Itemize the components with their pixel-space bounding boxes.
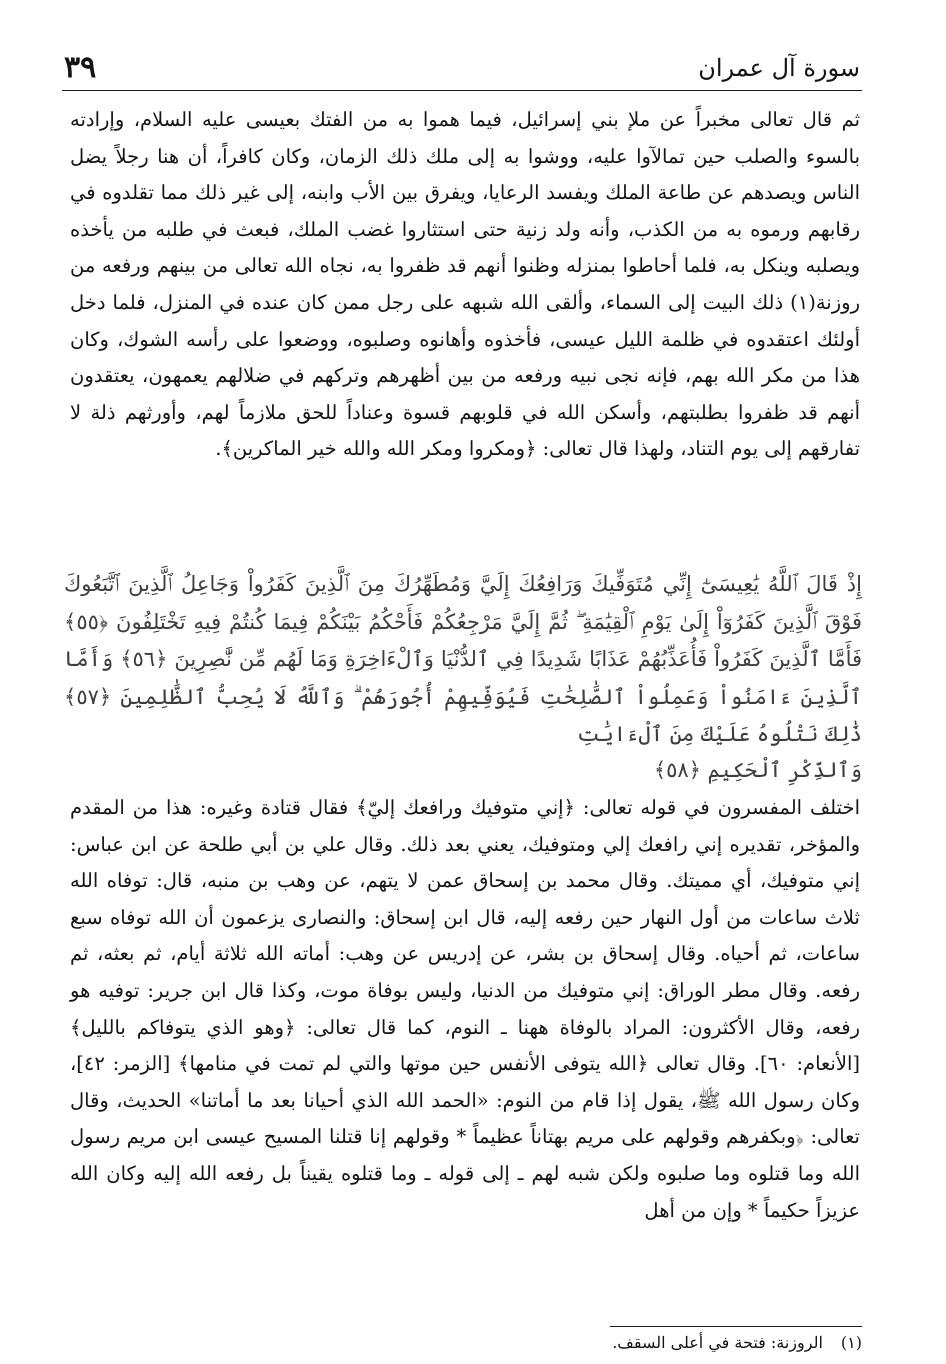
footnote <box>612 1333 862 1352</box>
surah-title: سورة آل عمران <box>698 54 860 82</box>
quran-verse-block: إِذْ قَالَ ٱللَّهُ يَٰعِيسَىٰٓ إِنِّي مُتَوَفِّيكَ وَرَافِعُكَ إِلَيَّ وَمُطَهِّرُكَ مِنَ ٱلَّذِينَ كَفَرُواْ وَجَاعِلُ ٱلَّذِينَ ٱتَّبَعُوكَ فَوْقَ ٱلَّذِينَ كَفَرُوٓاْ إِلَىٰ يَوْمِ ٱلْقِيَٰمَةِ ۖ ثُمَّ إِلَيَّ مَرْجِعُكُمْ فَأَحْكُمُ بَيْنَكُمْ فِيمَا كُنتُمْ فِيهِ تَخْتَلِفُونَ ﴿٥٥﴾ فَأَمَّا ٱلَّذِينَ كَفَرُواْ فَأُعَذِّبُهُمْ عَذَابًا شَدِيدًا فِي ٱلدُّنْيَا وَٱلْءَاخِرَةِ وَمَا لَهُم مِّن نَّٰصِرِينَ ﴿٥٦﴾ وَأَمَّا ٱلَّذِينَ ءَامَنُواْ وَعَمِلُواْ ٱلصَّٰلِحَٰتِ فَيُوَفِّيهِمْ أُجُورَهُمْ ۗ وَٱللَّهُ لَا يُحِبُّ ٱلظَّٰلِمِينَ ﴿٥٧﴾ ذَٰلِكَ نَتْلُوهُ عَلَيْكَ مِنَ ٱلْءَايَٰتِ <box>64 572 863 746</box>
page-number: ٣٩ <box>64 50 97 85</box>
page-header <box>60 48 860 88</box>
footnote-divider <box>610 1326 862 1327</box>
header-divider <box>62 90 862 91</box>
commentary-paragraph: اختلف المفسرون في قوله تعالى: ﴿إني متوفيك ورافعك إليّ﴾ فقال قتادة وغيره: هذا من المقدم والمؤخر، تقديره إني رافعك إلي ومتوفيك، يعني بعد ذلك. وقال علي بن أبي طلحة عن ابن عباس: إني متوفيك، أي مميتك. وقال محمد بن إسحاق عمن لا يتهم، عن وهب بن منبه، قال: توفاه الله ثلاث ساعات من أول النهار حين رفعه إليه، قال ابن إسحاق: والنصارى يزعمون أن الله توفاه سبع ساعات، ثم أحياه. وقال إسحاق بن بشر، عن إدريس عن وهب: أماته الله ثلاثة أيام، ثم بعثه، ثم رفعه. وقال مطر الوراق: إني متوفيك من الدنيا، وليس بوفاة موت، وكذا قال ابن جرير: توفيه هو رفعه، وقال الأكثرون: المراد بالوفاة ههنا ـ النوم، كما قال تعالى: ﴿وهو الذي يتوفاكم بالليل﴾ [الأنعام: ٦٠]. وقال تعالى ﴿الله يتوفى الأنفس حين موتها والتي لم تمت في منامها﴾ [الزمر: ٤٢]، وكان رسول الله ﷺ، يقول إذا قام من النوم: «الحمد الله الذي أحيانا بعد ما أماتنا» الحديث، وقال تعالى: ﴿وبكفرهم وقولهم على مريم بهتاناً عظيماً * وقولهم إنا قتلنا المسيح عيسى ابن مريم رسول الله وما قتلوه وما صلبوه ولكن شبه لهم ـ إلى قوله ـ وما قتلوه يقيناً بل رفعه الله إليه وكان الله عزيزاً حكيماً * وإن من أهل <box>70 796 861 1222</box>
quran-verse-end: وَٱلذِّكْرِ ٱلْحَكِيمِ ﴿٥٨﴾ <box>653 758 862 782</box>
footnote-text: الروزنة: فتحة في أعلى السقف. <box>612 1333 823 1352</box>
intro-paragraph: ثم قال تعالى مخبراً عن ملإ بني إسرائيل، فيما هموا به من الفتك بعيسى عليه السلام، وإرادته بالسوء والصلب حين تمالآوا عليه، ووشوا به إلى ملك ذلك الزمان، وكان كافراً، أن هنا رجلاً يضل الناس ويصدهم عن طاعة الملك ويفسد الرعايا، ويفرق بين الأب وابنه، إلى غير ذلك مما تقلدوه في رقابهم ورموه به من الكذب، وأنه ولد زنية حتى استثاروا غضب الملك، فبعث في طلبه من يأخذه ويصلبه وينكل به، فلما أحاطوا بمنزله وظنوا أنهم قد ظفروا به، نجاه الله تعالى من بينهم ورفعه من روزنة(١) ذلك البيت إلى السماء، وألقى الله شبهه على رجل ممن كان عنده في المنزل، فلما دخل أولئك اعتقدوه في ظلمة الليل عيسى، فأخذوه وأهانوه وصلبوه، ووضعوا على رأسه الشوك، وكان هذا من مكر الله بهم، فإنه نجى نبيه ورفعه من بين أظهرهم وتركهم في ضلالهم يعمهون، يعتقدون أنهم قد ظفروا بطلبتهم، وأسكن الله في قلوبهم قسوة وعناداً للحق ملازماً لهم، وأورثهم ذلة لا تفارقهم إلى يوم التناد، ولهذا قال تعالى: ﴿ومكروا ومكر الله والله خير الماكرين﴾. <box>70 108 860 461</box>
footnote-number: (١) <box>840 1333 862 1352</box>
